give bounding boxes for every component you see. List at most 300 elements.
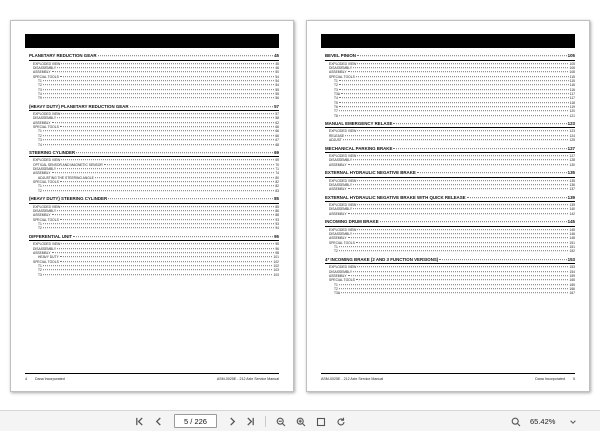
toc-entry-page: 56 xyxy=(275,96,279,101)
toc-entry-label: ASSEMBLY xyxy=(329,211,347,216)
toc-entry-page: 68 xyxy=(275,142,279,147)
page-indicator: 5 / 226 xyxy=(184,416,207,426)
toc-entry-label: T4 xyxy=(38,91,42,96)
toc-leader xyxy=(60,256,273,257)
chevron-down-icon[interactable] xyxy=(568,415,578,428)
toc-leader xyxy=(380,221,567,222)
toc-entry-page: 151 xyxy=(569,240,575,245)
toc-title-label: BEVEL PINION xyxy=(325,53,356,58)
toc-entry[interactable] xyxy=(325,163,575,167)
toc-entry-page: 167 xyxy=(569,291,575,296)
toc-title-page: 135 xyxy=(567,170,575,176)
toc-section xyxy=(325,121,575,143)
toc-entry-label: T9 xyxy=(38,96,42,101)
toc-entry[interactable] xyxy=(325,249,575,253)
toc-title-label: MECHANICAL PARKING BRAKE xyxy=(325,145,393,151)
toc-entry-page: 115 xyxy=(569,74,575,79)
toc-section-title[interactable] xyxy=(325,121,575,129)
toc-section xyxy=(325,219,575,254)
toc-entry-page: 55 xyxy=(275,91,279,96)
table-of-contents xyxy=(325,53,575,299)
toc-entry-label: DISASSEMBLY xyxy=(33,246,57,251)
toc-section-title[interactable] xyxy=(29,234,279,242)
left-page xyxy=(10,20,294,392)
toc-entry-label: EXPLODED VIEW xyxy=(33,204,61,209)
toc-entry-page: 139 xyxy=(569,203,575,208)
toc-entry[interactable] xyxy=(325,291,575,295)
toc-entry-page: 152 xyxy=(569,249,575,254)
footer-doc-title: ASM-0025E - 212 Axle Service Manual xyxy=(321,376,384,381)
zoom-level[interactable]: 65.42% xyxy=(530,417,556,426)
toc-leader xyxy=(52,252,275,253)
toc-title-page: 123 xyxy=(567,120,575,126)
toc-leader xyxy=(43,144,274,145)
toc-leader xyxy=(43,131,274,132)
toc-entry-label: T3 xyxy=(38,87,42,92)
toc-leader xyxy=(341,292,568,293)
toc-section xyxy=(29,150,279,193)
toc-section-title[interactable] xyxy=(325,146,575,154)
toc-leader xyxy=(43,84,274,85)
toc-entry-label: ASSEMBLY xyxy=(329,70,347,75)
toc-leader xyxy=(356,76,569,77)
page-header-banner xyxy=(25,34,279,48)
toc-entry-page: 117 xyxy=(569,96,575,101)
toc-entry-label: T6 xyxy=(334,104,338,109)
toc-entry-label: EXPLODED VIEW xyxy=(329,265,357,270)
toc-entry-label: EXPLODED VIEW xyxy=(329,178,357,183)
toc-entry-page: 124 xyxy=(569,133,575,138)
toc-entry-page: 101 xyxy=(273,255,279,260)
toc-entry-page: 103 xyxy=(273,268,279,273)
toc-leader xyxy=(357,63,568,64)
previous-page-icon[interactable] xyxy=(152,415,164,428)
toc-entry-label: T1 xyxy=(38,129,42,134)
toc-title-label: MANUAL EMERGENCY RELASE xyxy=(325,120,393,126)
toc-entry-label: RELEASE xyxy=(329,133,345,138)
toc-entry-label: ASSEMBLY xyxy=(33,250,51,255)
toc-entry-label: T3 xyxy=(38,138,42,143)
toc-entry[interactable] xyxy=(29,143,279,147)
toc-leader xyxy=(43,89,274,90)
toc-entry-page: 165 xyxy=(569,278,575,283)
toc-entry-page: 62 xyxy=(275,120,279,125)
toc-entry-label: DISASSEMBLY xyxy=(33,116,57,121)
toc-section xyxy=(325,170,575,192)
toc-leader xyxy=(356,242,569,243)
toc-leader xyxy=(353,209,568,210)
toc-leader xyxy=(348,237,569,238)
toc-leader xyxy=(417,172,567,173)
toc-leader xyxy=(353,233,568,234)
toc-entry-label: EXPLODED VIEW xyxy=(33,242,61,247)
toc-leader xyxy=(43,93,274,94)
toc-leader xyxy=(57,210,274,211)
toc-leader xyxy=(43,228,274,229)
toc-title-page: 57 xyxy=(274,103,279,109)
toc-leader xyxy=(43,97,274,98)
toc-entry-page: 116 xyxy=(569,87,575,92)
toc-leader xyxy=(339,246,569,247)
toc-entry-page: 123 xyxy=(569,129,575,134)
toc-leader xyxy=(61,113,274,114)
toc-entry-label: EXPLODED VIEW xyxy=(33,158,61,163)
toc-entry-page: 103 xyxy=(273,272,279,277)
viewer-toolbar xyxy=(0,410,600,431)
toc-entry-label: T7 xyxy=(334,109,338,114)
toc-entry-label: T1 xyxy=(334,244,338,249)
toc-leader xyxy=(57,248,274,249)
toc-entry[interactable] xyxy=(325,114,575,118)
toc-entry[interactable] xyxy=(325,138,575,142)
toc-entry-page: 70 xyxy=(275,162,279,167)
toc-entry-label: OPTICAL SENSOR AND MAGNETIC SENSOR xyxy=(33,162,103,167)
toc-entry-label: T3 xyxy=(38,272,42,277)
toc-entry-page: 106 xyxy=(569,65,575,70)
toc-section-title[interactable] xyxy=(325,53,575,61)
zoom-out-icon[interactable] xyxy=(275,415,287,428)
toc-leader xyxy=(108,198,273,199)
toc-leader xyxy=(357,55,567,56)
toc-entry-label: T1 xyxy=(38,184,42,189)
toc-entry-label: DISASSEMBLY xyxy=(329,269,353,274)
toc-title-page: 85 xyxy=(274,196,279,202)
footer-company: Dana Incorporated xyxy=(35,376,65,381)
toc-entry-label: T3A xyxy=(334,291,341,296)
toc-leader xyxy=(95,177,275,178)
toc-leader xyxy=(43,190,274,191)
toc-entry-page: 45 xyxy=(275,61,279,66)
toc-entry-label: T4 xyxy=(334,96,338,101)
toc-leader xyxy=(43,135,274,136)
toc-entry-label: ASSEMBLY xyxy=(329,236,347,241)
rotate-icon[interactable] xyxy=(335,415,347,428)
table-of-contents xyxy=(29,53,279,280)
toc-title-label: INCOMING DRUM BRAKE xyxy=(325,219,379,225)
toc-entry-page: 154 xyxy=(569,269,575,274)
zoom-in-icon[interactable] xyxy=(295,415,307,428)
toc-leader xyxy=(52,214,275,215)
toc-entry[interactable] xyxy=(325,187,575,191)
toc-entry-page: 94 xyxy=(275,226,279,231)
toc-leader xyxy=(76,152,273,153)
toc-leader xyxy=(356,279,569,280)
fit-page-icon[interactable] xyxy=(315,415,327,428)
toc-leader xyxy=(98,55,274,56)
toc-entry-label: T3A xyxy=(334,91,341,96)
toc-title-label: EXTERNAL HYDRAULIC NEGATIVE BRAKE WITH QUICK RELEASE xyxy=(325,194,466,200)
toc-entry-label: T2 xyxy=(38,268,42,273)
toc-leader xyxy=(61,243,274,244)
toc-section xyxy=(325,146,575,168)
toc-entry-label: SPECIAL TOOLS xyxy=(33,74,59,79)
toc-entry-page: 165 xyxy=(569,282,575,287)
toc-section-title[interactable] xyxy=(29,150,279,158)
toc-leader xyxy=(339,102,569,103)
toc-section xyxy=(325,257,575,296)
toc-entry-page: 96 xyxy=(275,246,279,251)
toc-leader xyxy=(339,115,569,116)
toc-entry-label: T2 xyxy=(334,83,338,88)
toc-title-label: STEERING CYLINDER xyxy=(29,149,76,155)
toc-entry-label: SPECIAL TOOLS xyxy=(329,278,355,283)
toc-entry-label: EXPLODED VIEW xyxy=(329,129,357,134)
toc-leader xyxy=(348,275,569,276)
toc-entry-page: 66 xyxy=(275,133,279,138)
toc-leader xyxy=(60,76,275,77)
toc-section-title[interactable] xyxy=(325,195,575,203)
toc-entry-label: EXPLODED VIEW xyxy=(329,203,357,208)
toc-entry-page: 86 xyxy=(275,208,279,213)
footer-page-number: 4 xyxy=(25,376,27,381)
toc-entry-label: ASSEMBLY xyxy=(33,213,51,218)
toc-entry-label: ASSEMBLY xyxy=(329,187,347,192)
toc-entry-page: 136 xyxy=(569,182,575,187)
toc-entry-page: 95 xyxy=(275,242,279,247)
toc-leader xyxy=(357,155,568,156)
toc-entry-label: SPECIAL TOOLS xyxy=(33,125,59,130)
toc-leader xyxy=(439,259,566,260)
toc-leader xyxy=(339,97,569,98)
toc-title-page: 105 xyxy=(567,53,575,58)
toc-leader xyxy=(43,274,273,275)
toc-entry[interactable] xyxy=(29,226,279,230)
toc-section-title[interactable] xyxy=(325,170,575,178)
toc-entry-page: 142 xyxy=(569,211,575,216)
toc-entry-page: 108 xyxy=(569,70,575,75)
toc-entry-page: 166 xyxy=(569,286,575,291)
toc-entry-label: DISASSEMBLY xyxy=(329,231,353,236)
toc-entry-page: 115 xyxy=(569,78,575,83)
toc-entry-label: EXPLODED VIEW xyxy=(33,61,61,66)
toc-leader xyxy=(339,84,569,85)
last-page-icon[interactable] xyxy=(244,415,256,428)
toc-entry-label: T2 xyxy=(38,83,42,88)
toc-entry-page: 135 xyxy=(569,178,575,183)
toc-entry-label: DISASSEMBLY xyxy=(329,182,353,187)
toc-entry-page: 145 xyxy=(569,227,575,232)
toc-leader xyxy=(393,148,566,149)
toc-entry-label: DISASSEMBLY xyxy=(329,207,353,212)
toc-entry-page: 102 xyxy=(273,259,279,264)
toc-leader xyxy=(339,284,569,285)
toc-leader xyxy=(130,106,274,107)
toc-entry-label: T2 xyxy=(38,188,42,193)
toc-entry-page: 71 xyxy=(275,167,279,172)
toc-title-label: DIFFERENTIAL UNIT xyxy=(29,233,73,239)
toc-leader xyxy=(357,180,568,181)
toc-entry-page: 116 xyxy=(569,83,575,88)
toc-entry-page: 67 xyxy=(275,138,279,143)
toc-section xyxy=(29,234,279,277)
toc-entry-label: DISASSEMBLY xyxy=(33,167,57,172)
toc-entry-label: EXPLODED VIEW xyxy=(329,154,357,158)
toc-leader xyxy=(60,181,275,182)
toc-entry-label: T3 xyxy=(334,87,338,92)
toc-entry-label: ADJUSTING THE STEERING ANGLE xyxy=(38,175,94,180)
toc-leader xyxy=(467,197,567,198)
toc-entry-page: 102 xyxy=(273,263,279,268)
toc-entry-label: EXPLODED VIEW xyxy=(329,227,357,232)
toc-entry-page: 58 xyxy=(275,116,279,121)
toc-entry[interactable] xyxy=(29,273,279,277)
toc-entry-page: 121 xyxy=(569,113,575,118)
toc-entry-page: 82 xyxy=(275,184,279,189)
toc-entry-label: T1 xyxy=(38,221,42,226)
toc-entry-label: DISASSEMBLY xyxy=(33,65,57,70)
toc-leader xyxy=(60,219,275,220)
toc-entry-page: 54 xyxy=(275,78,279,83)
toc-leader xyxy=(393,123,566,124)
toc-entry-page: 83 xyxy=(275,188,279,193)
toc-entry-label: T8 xyxy=(334,113,338,118)
toc-entry-label: T2 xyxy=(334,249,338,254)
toc-entry-label: ASSEMBLY xyxy=(33,120,51,125)
toc-entry-label: SPECIAL TOOLS xyxy=(33,259,59,264)
toc-entry-label: T4 xyxy=(38,142,42,147)
toc-title-page: 153 xyxy=(567,256,575,262)
toc-leader xyxy=(57,118,274,119)
toc-section xyxy=(29,104,279,147)
page-number-input[interactable] xyxy=(174,414,217,428)
toc-entry-label: DISASSEMBLY xyxy=(329,158,353,163)
toc-section xyxy=(325,53,575,118)
toc-leader xyxy=(345,135,568,136)
toc-entry-page: 93 xyxy=(275,221,279,226)
toc-leader xyxy=(353,67,568,68)
toc-title-label: (HEAVY DUTY) STEERING CYLINDER xyxy=(29,196,108,202)
toc-entry-page: 130 xyxy=(569,162,575,167)
right-page xyxy=(306,20,590,392)
toc-leader xyxy=(353,184,568,185)
page-header-banner xyxy=(321,34,575,48)
next-page-icon[interactable] xyxy=(226,415,238,428)
toc-leader xyxy=(52,71,275,72)
toc-entry-page: 55 xyxy=(275,87,279,92)
toc-section-title[interactable] xyxy=(325,219,575,227)
toc-entry-page: 118 xyxy=(569,100,575,105)
toc-entry-page: 74 xyxy=(275,171,279,176)
toc-section-title[interactable] xyxy=(29,196,279,204)
toc-section-title[interactable] xyxy=(29,53,279,61)
toc-entry-page: 119 xyxy=(569,104,575,109)
toc-entry[interactable] xyxy=(325,212,575,216)
toc-leader xyxy=(353,160,568,161)
page-footer xyxy=(25,373,279,383)
toc-entry-page: 117 xyxy=(569,91,575,96)
toc-leader xyxy=(61,63,274,64)
toc-entry-page: 69 xyxy=(275,158,279,163)
first-page-icon[interactable] xyxy=(133,415,145,428)
toc-entry-page: 137 xyxy=(569,187,575,192)
toc-entry-page: 54 xyxy=(275,74,279,79)
toc-entry-label: T5 xyxy=(334,100,338,105)
toc-leader xyxy=(60,126,275,127)
toc-leader xyxy=(348,164,569,165)
toc-title-page: 45 xyxy=(274,53,279,58)
toc-entry-label: HEAVY DUTY xyxy=(38,255,59,260)
toc-section-title[interactable] xyxy=(29,104,279,112)
toc-leader xyxy=(348,188,569,189)
toc-leader xyxy=(61,206,274,207)
toc-entry-page: 82 xyxy=(275,180,279,185)
toc-entry-label: EXPLODED VIEW xyxy=(329,61,357,66)
toc-leader xyxy=(357,204,568,205)
toc-leader xyxy=(43,186,274,187)
toc-entry-page: 105 xyxy=(569,61,575,66)
toc-entry-page: 140 xyxy=(569,207,575,212)
toc-title-label: EXTERNAL HYDRAULIC NEGATIVE BRAKE xyxy=(325,170,416,176)
toc-entry-label: SPECIAL TOOLS xyxy=(329,74,355,79)
toc-entry-label: T2 xyxy=(334,286,338,291)
toc-entry-label: SPECIAL TOOLS xyxy=(33,180,59,185)
page-footer xyxy=(321,373,575,383)
toc-leader xyxy=(43,139,274,140)
toc-entry-label: SPECIAL TOOLS xyxy=(33,217,59,222)
toolbar-divider xyxy=(265,416,266,427)
toc-entry-page: 85 xyxy=(275,204,279,209)
toc-leader xyxy=(339,288,569,289)
toc-entry-label: T1 xyxy=(334,78,338,83)
toc-section xyxy=(29,53,279,101)
toc-entry-label: T1 xyxy=(334,282,338,287)
toc-leader xyxy=(357,266,568,267)
toc-entry-page: 127 xyxy=(569,154,575,158)
toc-entry-page: 151 xyxy=(569,244,575,249)
toc-entry[interactable] xyxy=(29,96,279,100)
toc-leader xyxy=(357,229,568,230)
toc-title-page: 145 xyxy=(567,219,575,225)
toc-leader xyxy=(339,251,569,252)
toc-entry[interactable] xyxy=(29,189,279,193)
toc-entry-page: 80 xyxy=(275,175,279,180)
toc-leader xyxy=(43,80,274,81)
toc-leader xyxy=(52,173,275,174)
toc-title-page: 69 xyxy=(274,149,279,155)
toc-leader xyxy=(357,131,568,132)
toc-leader xyxy=(339,80,569,81)
toc-entry-label: ASSEMBLY xyxy=(33,171,51,176)
toc-entry-label: DISASSEMBLY xyxy=(33,208,57,213)
toc-title-page: 127 xyxy=(567,145,575,151)
toc-entry-label: SPECIAL TOOLS xyxy=(329,240,355,245)
toc-entry-page: 93 xyxy=(275,217,279,222)
toc-entry-label: ASSEMBLY xyxy=(329,273,347,278)
toc-section-title[interactable] xyxy=(325,257,575,265)
toc-entry-page: 153 xyxy=(569,265,575,270)
toc-entry-label: T2 xyxy=(38,133,42,138)
toc-leader xyxy=(57,67,274,68)
toc-title-label: 4* INCOMING BRAKE (2 AND 3 FUNCTION VERSIONS) xyxy=(325,256,439,262)
toc-entry-page: 120 xyxy=(569,109,575,114)
toc-entry-page: 98 xyxy=(275,250,279,255)
toc-entry-page: 57 xyxy=(275,112,279,117)
toc-leader xyxy=(52,122,275,123)
toc-entry-page: 146 xyxy=(569,231,575,236)
toc-entry-page: 46 xyxy=(275,65,279,70)
toc-leader xyxy=(341,93,569,94)
toc-title-label: (HEAVY DUTY) PLANETARY REDUCTION GEAR xyxy=(29,103,129,109)
footer-doc-title: ASM-0025E - 212 Axle Service Manual xyxy=(216,376,279,381)
toc-leader xyxy=(353,271,568,272)
toc-leader xyxy=(348,71,569,72)
toc-leader xyxy=(43,269,273,270)
toc-entry-page: 88 xyxy=(275,213,279,218)
search-icon[interactable] xyxy=(510,415,522,428)
toc-leader xyxy=(104,164,275,165)
toc-entry-page: 128 xyxy=(569,158,575,163)
toc-title-page: 95 xyxy=(274,233,279,239)
